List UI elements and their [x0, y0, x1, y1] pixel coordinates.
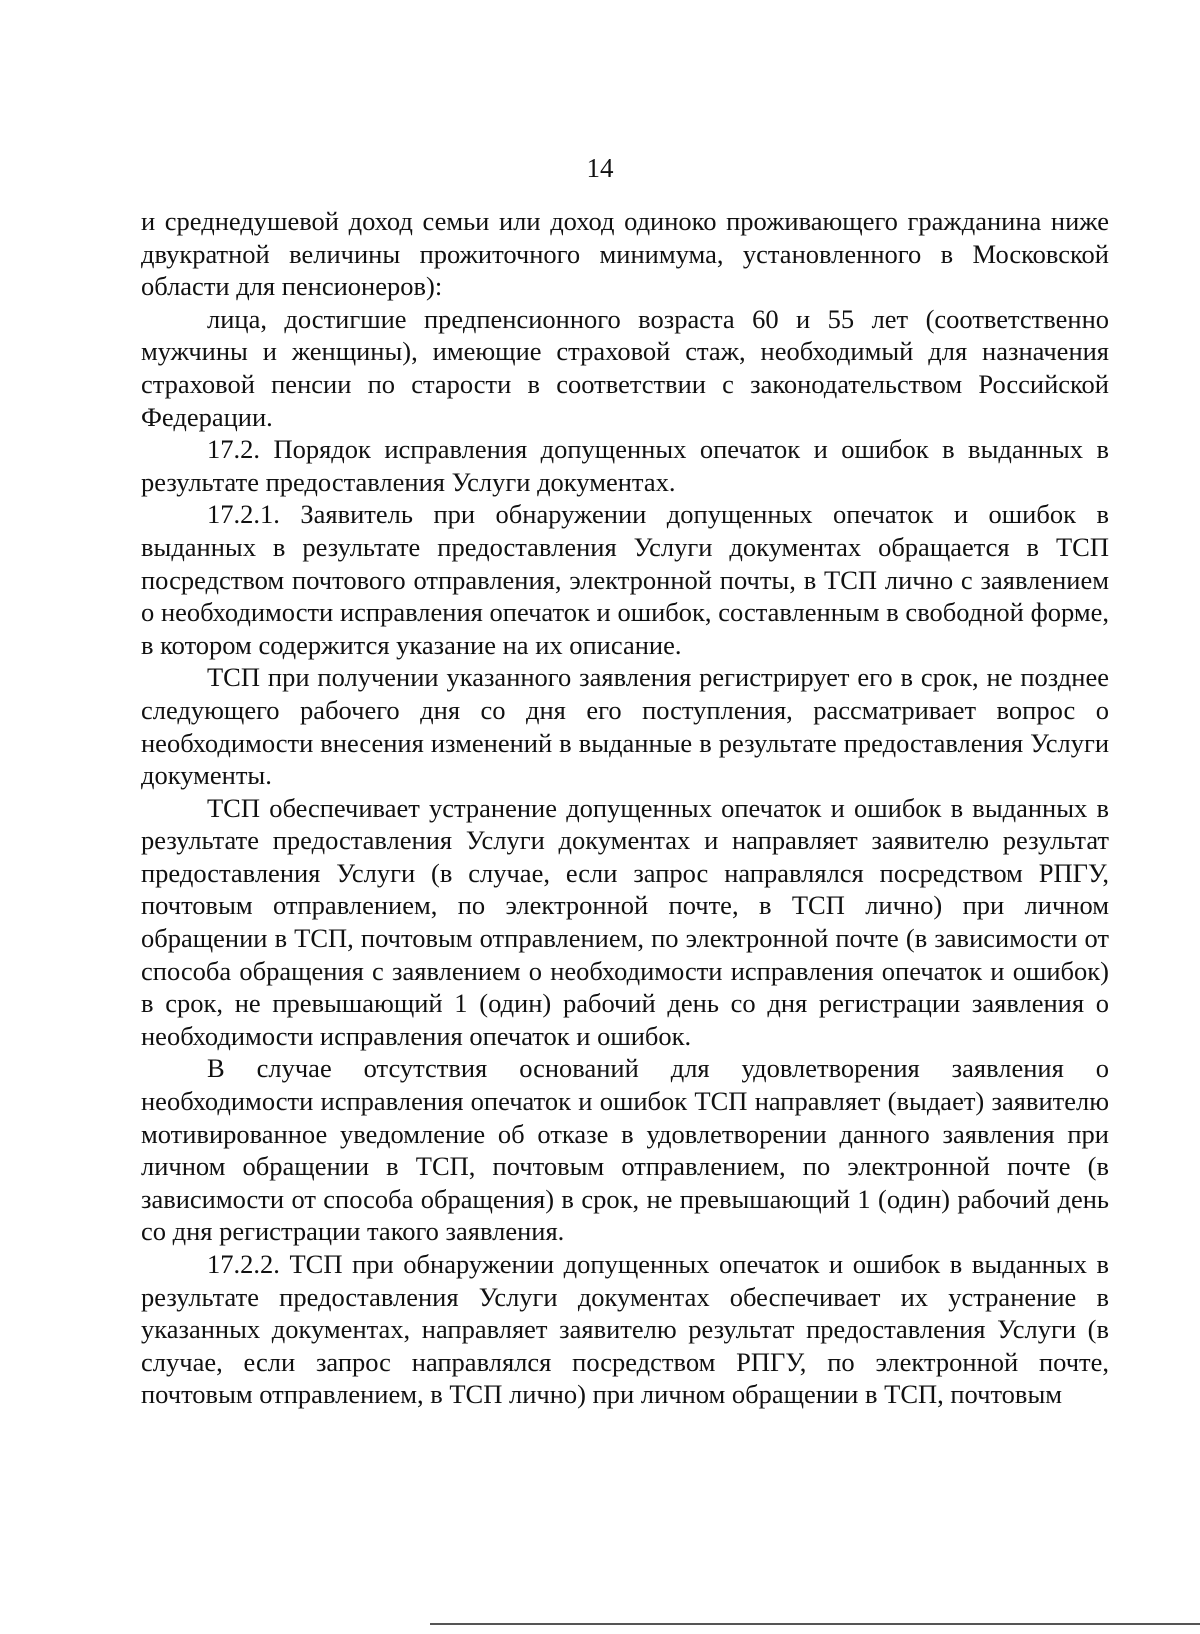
- paragraph-section-17-2: 17.2. Порядок исправления допущенных опечаток и ошибок в выданных в результате предоставления Услуги документах.: [141, 434, 1109, 497]
- paragraph-correction-result: ТСП обеспечивает устранение допущенных опечаток и ошибок в выданных в результате предоставления Услуги документах и направляет заявителю результат предоставления Услуги (в случае, если запрос направлялся посредством РПГУ, почтовым отправлением, по электронной почте, в ТСП лично) при личном обращении в ТСП, почтовым отправлением, по электронной почте (в зависимости от способа обращения с заявлением о необходимости исправления опечаток и ошибок) в срок, не превышающий 1 (один) рабочий день со дня регистрации заявления о необходимости исправления опечаток и ошибок.: [141, 792, 1109, 1051]
- scan-edge-line: [430, 1623, 1200, 1625]
- paragraph-refusal: В случае отсутствия оснований для удовлетворения заявления о необходимости исправления опечаток и ошибок ТСП направляет (выдает) заявителю мотивированное уведомление об отказе в удовлетворении данного заявления при личном обращении в ТСП, почтовым отправлением, по электронной почте (в зависимости от способа обращения) в срок, не превышающий 1 (один) рабочий день со дня регистрации такого заявления.: [141, 1053, 1109, 1247]
- paragraph-continuation: и среднедушевой доход семьи или доход одиноко проживающего гражданина ниже двукратной величины прожиточного минимума, установленного в Московской области для пенсионеров):: [141, 206, 1109, 302]
- paragraph-preretirement-persons: лица, достигшие предпенсионного возраста 60 и 55 лет (соответственно мужчины и женщины), имеющие страховой стаж, необходимый для назначения страховой пенсии по старости в соответствии с законодательством Российской Федерации.: [141, 303, 1109, 432]
- page-number: 14: [586, 153, 614, 183]
- body-text: [141, 205, 1109, 1411]
- paragraph-registration: ТСП при получении указанного заявления регистрирует его в срок, не позднее следующего рабочего дня со дня его поступления, рассматривает вопрос о необходимости внесения изменений в выданные в результате предоставления Услуги документы.: [141, 662, 1109, 791]
- paragraph-section-17-2-1: 17.2.1. Заявитель при обнаружении допущенных опечаток и ошибок в выданных в результате предоставления Услуги документах обращается в ТСП посредством почтового отправления, электронной почты, в ТСП лично с заявлением о необходимости исправления опечаток и ошибок, составленным в свободной форме, в котором содержится указание на их описание.: [141, 499, 1109, 660]
- paragraph-section-17-2-2: 17.2.2. ТСП при обнаружении допущенных опечаток и ошибок в выданных в результате предоставления Услуги документах обеспечивает их устранение в указанных документах, направляет заявителю результат предоставления Услуги (в случае, если запрос направлялся посредством РПГУ, по электронной почте, почтовым отправлением, в ТСП лично) при личном обращении в ТСП, почтовым: [141, 1249, 1109, 1410]
